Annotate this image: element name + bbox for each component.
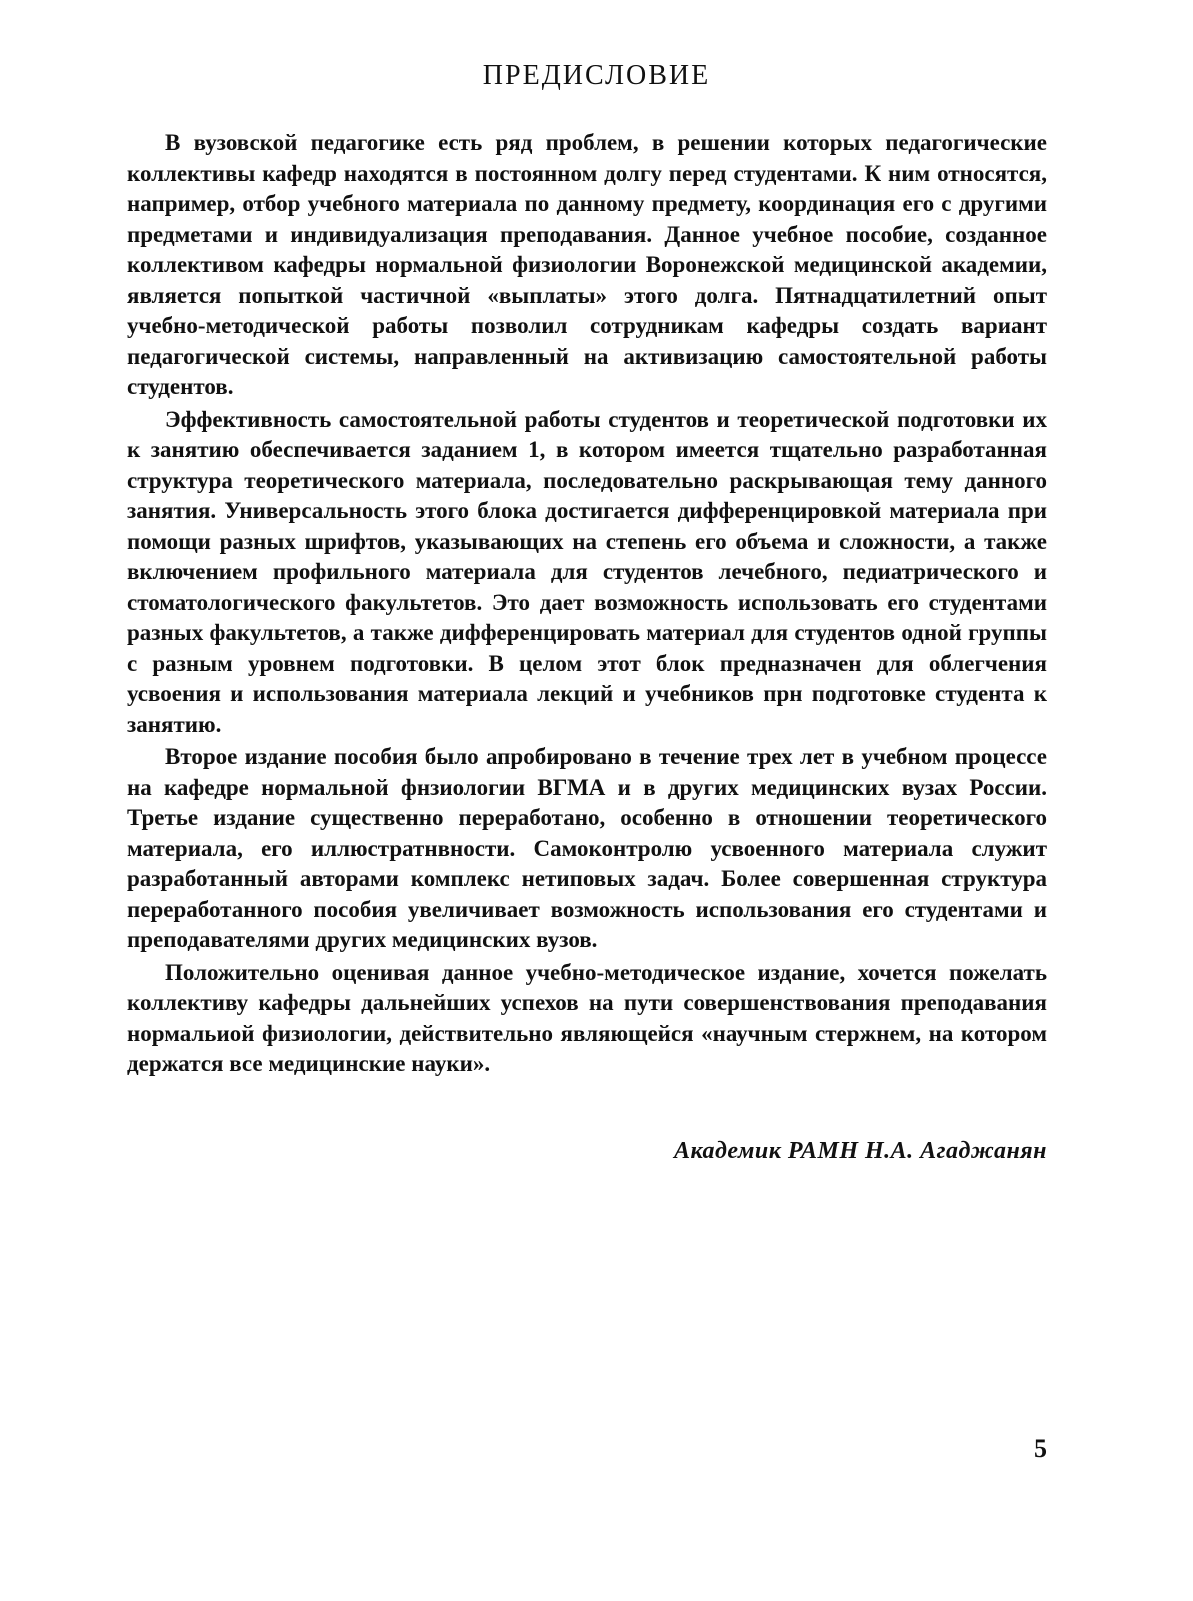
author-signature: Академик РАМН Н.А. Агаджанян (673, 1138, 1047, 1164)
paragraph-2: Эффективность самостоятельной работы студентов и теоретической подготовки их к занятию обеспечивается заданием 1, в котором имеется тщательно разработанная структура теоретического материала, последовательно раскрывающая тему данного занятия. Универсальность этого блока достигается дифференцировкой материала при помощи разных шрифтов, указывающих на степень его объема и сложности, а также включением профильного материала для студентов лечебного, педиатрического и стоматологического факультетов. Это дает возможность использовать его студентами разных факультетов, а также дифференцировать материал для студентов одной группы с разным уровнем подготовки. В целом этот блок предназначен для облегчения усвоения и использования материала лекций и учебников прн подготовке студента к занятию. (127, 406, 1047, 737)
preface-body (127, 128, 1047, 1080)
paragraph-3: Второе издание пособия было апробировано в течение трех лет в учебном процессе на кафедре нормальной фнзиологии ВГМА и в других медицинских вузах России. Третье издание существенно переработано, особенно в отношении теоретического материала, его иллюстратнвности. Самоконтролю усвоенного материала служит разработанный авторами комплекс нетиповых задач. Более совершенная структура переработанного пособия увеличивает возможность использования его студентами и преподавателями других медицинских вузов. (127, 744, 1047, 952)
page-number: 5 (1034, 1434, 1047, 1463)
paragraph-1: В вузовской педагогике есть ряд проблем, в решении которых педагогические коллективы кафедр находятся в постоянном долгу перед студентами. К ним относятся, например, отбор учебного материала по данному предмету, координация его с другими предметами и индивидуализация преподавания. Данное учебное пособие, созданное коллективом кафедры нормальной физиологии Воронежской медицинской академии, является попыткой частичной «выплаты» этого долга. Пятнадцатилетний опыт учебно-методической работы позволил сотрудникам кафедры создать вариант педагогической системы, направленный на активизацию самостоятельной работы студентов. (127, 130, 1047, 399)
paragraph-4: Положительно оценивая данное учебно-методическое издание, хочется пожелать коллективу кафедры дальнейших успехов на пути совершенствования преподавания нормальиой физиологии, действительно являющейся «научным стержнем, на котором держатся все медицинские науки». (127, 959, 1047, 1076)
page-title: ПРЕДИСЛОВИЕ (482, 60, 711, 91)
